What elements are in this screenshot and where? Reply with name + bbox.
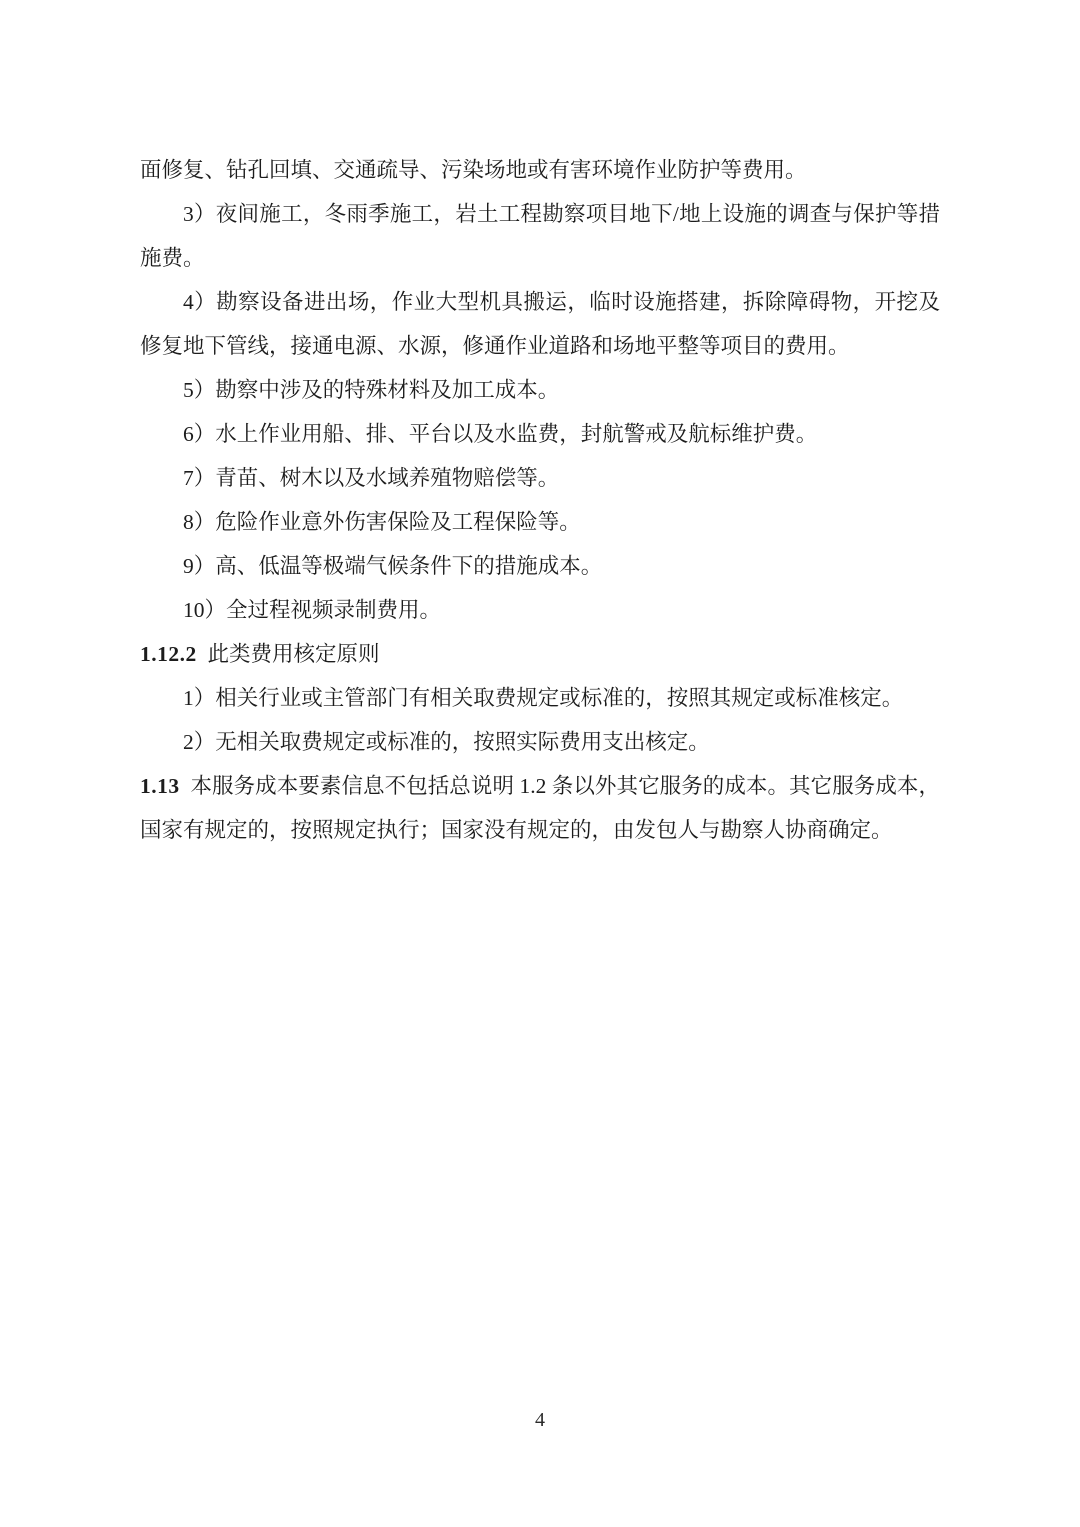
page-number: 4: [535, 1409, 545, 1431]
document-content: [140, 148, 940, 852]
section-title: 此类费用核定原则: [207, 642, 380, 666]
section-number: 1.13: [140, 774, 180, 798]
paragraph-continuation: 面修复、钻孔回填、交通疏导、污染场地或有害环境作业防护等费用。: [140, 158, 807, 182]
fee-item-9: 9）高、低温等极端气候条件下的措施成本。: [183, 554, 603, 578]
section-number: 1.12.2: [140, 642, 197, 666]
fee-item-4: 4）勘察设备进出场，作业大型机具搬运，临时设施搭建，拆除障碍物，开挖及修复地下管线，接通电源、水源，修通作业道路和场地平整等项目的费用。: [140, 290, 940, 358]
section-heading-1-12-2: [140, 632, 940, 676]
fee-item-5: 5）勘察中涉及的特殊材料及加工成本。: [183, 378, 560, 402]
fee-item-6: 6）水上作业用船、排、平台以及水监费，封航警戒及航标维护费。: [183, 422, 818, 446]
section-paragraph-1-13: [140, 764, 940, 852]
principle-item-2: 2）无相关取费规定或标准的，按照实际费用支出核定。: [183, 730, 710, 754]
fee-item-3: 3）夜间施工，冬雨季施工，岩土工程勘察项目地下/地上设施的调查与保护等措施费。: [140, 202, 940, 270]
fee-item-7: 7）青苗、树木以及水域养殖物赔偿等。: [183, 466, 560, 490]
fee-item-10: 10）全过程视频录制费用。: [183, 598, 442, 622]
fee-item-8: 8）危险作业意外伤害保险及工程保险等。: [183, 510, 581, 534]
section-text: 本服务成本要素信息不包括总说明 1.2 条以外其它服务的成本。其它服务成本，国家有规定的，按照规定执行；国家没有规定的，由发包人与勘察人协商确定。: [140, 774, 940, 842]
principle-item-1: 1）相关行业或主管部门有相关取费规定或标准的，按照其规定或标准核定。: [183, 686, 904, 710]
